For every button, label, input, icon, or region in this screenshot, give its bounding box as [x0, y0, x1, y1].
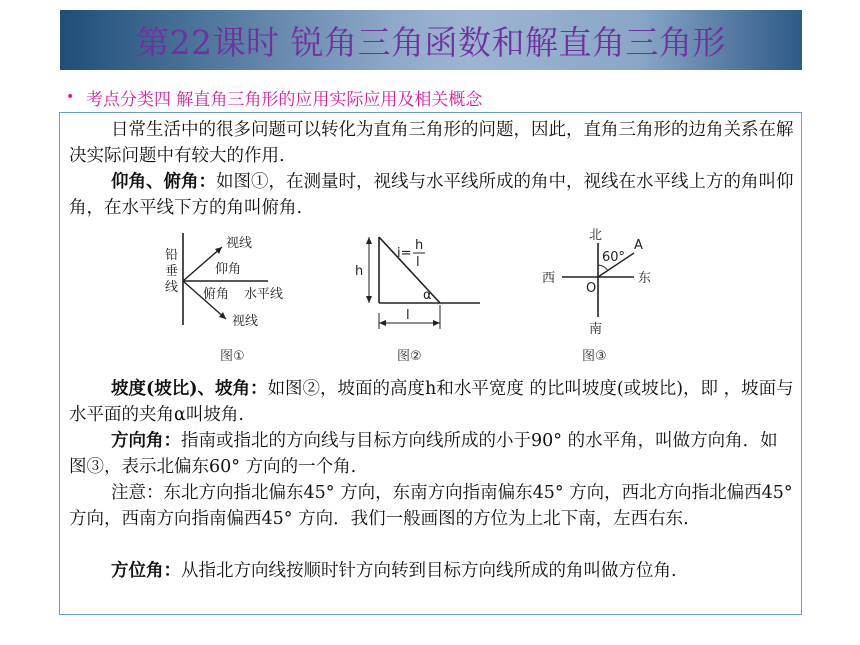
- caption-fig3: 图③: [582, 349, 607, 364]
- label-alpha: α: [423, 288, 432, 303]
- label-l: l: [406, 308, 410, 323]
- term-elevation: 仰角、俯角：: [111, 172, 216, 192]
- caption-fig2: 图②: [397, 349, 422, 364]
- label-depression: 俯角: [203, 287, 230, 302]
- section-heading-text: 考点分类四 解直角三角形的应用实际应用及相关概念: [86, 89, 483, 110]
- paragraph-slope: 坡度(坡比)、坡角：如图②，坡面的高度h和水平宽度 的比叫坡度(或坡比)，即 ，坡面与水平面的夹角α叫坡角.: [69, 379, 794, 425]
- label-h: h: [355, 264, 364, 279]
- label-vertical-1: 铅: [165, 248, 179, 263]
- figure-1: [160, 225, 300, 365]
- section-heading: [66, 85, 482, 109]
- label-l-denominator: l: [416, 255, 420, 270]
- term-direction: 方向角：: [111, 431, 181, 451]
- label-origin: O: [586, 281, 597, 296]
- label-vertical-3: 线: [165, 280, 179, 295]
- label-vertical-2: 垂: [165, 264, 179, 279]
- page-title: 第22课时 锐角三角函数和解直角三角形: [136, 22, 726, 62]
- term-bearing: 方位角：: [111, 561, 181, 581]
- bullet-icon: •: [66, 89, 75, 105]
- paragraph-bearing: 方位角：从指北方向线按顺时针方向转到目标方向线所成的角叫做方位角.: [111, 561, 677, 581]
- label-horizontal: 水平线: [244, 287, 284, 302]
- figure-2: [345, 225, 485, 365]
- label-west: 西: [542, 271, 556, 286]
- angle-arc: [598, 265, 608, 271]
- paragraph-elevation: 仰角、俯角：如图①，在测量时，视线与水平线所成的角中，视线在水平线上方的角叫仰角，在水平线下方的角叫俯角.: [69, 172, 794, 218]
- width-arrow-right-icon: [433, 320, 440, 326]
- width-arrow-left-icon: [379, 320, 386, 326]
- paragraph-note: 注意：东北方向指北偏东45° 方向，东南方向指南偏东45° 方向，西北方向指北偏西45° 方向，西南方向指南偏西45° 方向．我们一般画图的方位为上北下南，左西右东.: [69, 483, 793, 529]
- term-slope: 坡度(坡比)、坡角：: [111, 379, 268, 399]
- paragraph-intro: 日常生活中的很多问题可以转化为直角三角形的问题，因此，直角三角形的边角关系在解决实际问题中有较大的作用.: [69, 120, 794, 166]
- paragraph-direction: 方向角：指南或指北的方向线与目标方向线所成的小于90° 的水平角，叫做方向角．如图③，表示北偏东60° 方向的一个角.: [69, 431, 778, 477]
- label-east: 东: [638, 271, 652, 286]
- figure-3: [530, 225, 670, 365]
- caption-fig1: 图①: [220, 349, 245, 364]
- title-banner: [60, 10, 802, 70]
- height-arrow-bottom-icon: [366, 296, 372, 303]
- label-sight-up: 视线: [226, 236, 253, 251]
- height-arrow-top-icon: [366, 237, 372, 244]
- label-h-numerator: h: [415, 238, 424, 253]
- label-elevation: 仰角: [215, 262, 242, 277]
- label-south: 南: [589, 322, 603, 337]
- label-north: 北: [589, 228, 603, 243]
- label-angle-60: 60°: [602, 250, 626, 265]
- label-i: i=: [397, 246, 412, 261]
- label-sight-down: 视线: [232, 314, 259, 329]
- label-a: A: [634, 238, 643, 253]
- content-box: [59, 112, 802, 615]
